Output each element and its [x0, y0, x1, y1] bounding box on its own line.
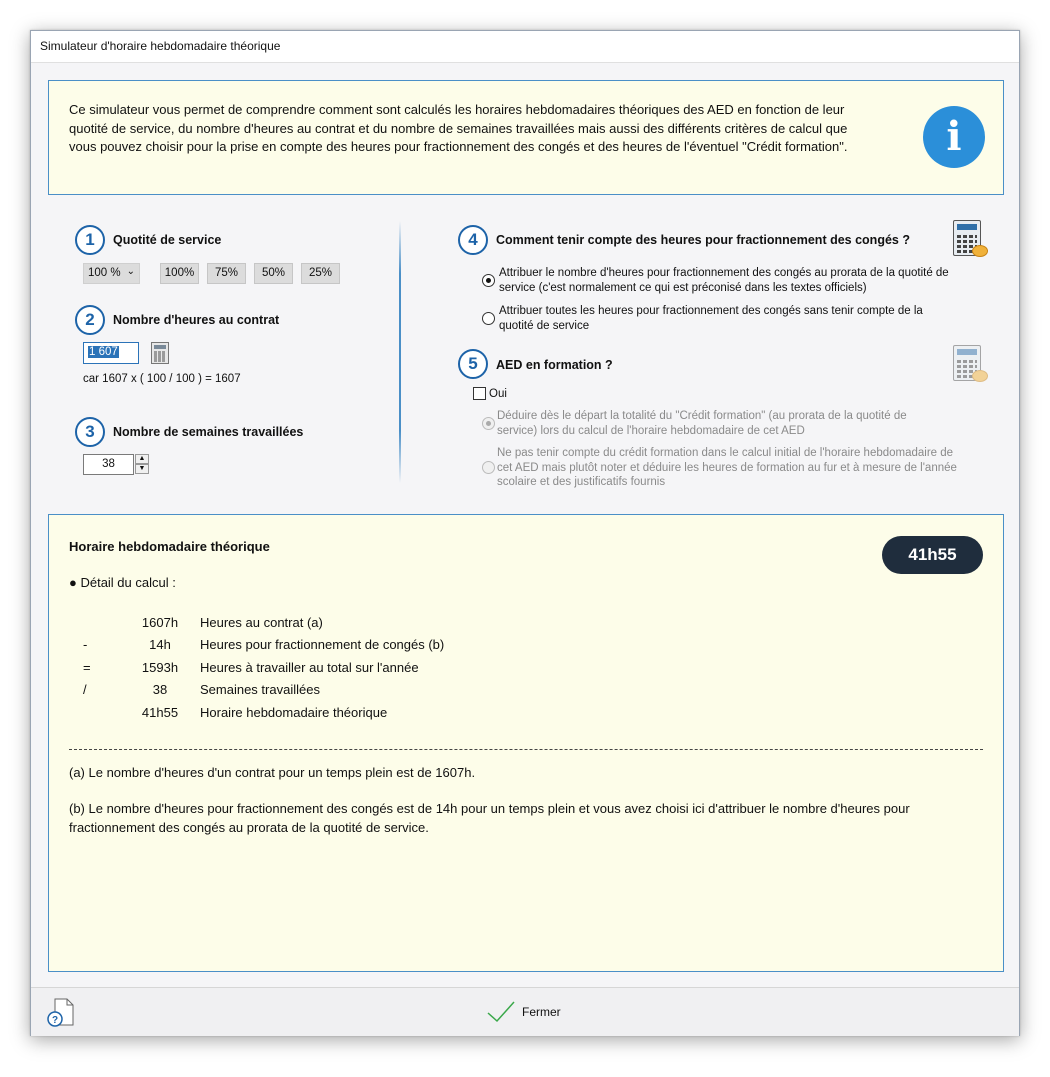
- step-4-badge: 4: [458, 225, 488, 255]
- calc-row-label: Horaire hebdomadaire théorique: [200, 705, 388, 720]
- info-icon: i: [923, 106, 985, 168]
- hours-title: Nombre d'heures au contrat: [113, 313, 280, 327]
- dashed-divider: [69, 749, 983, 750]
- leave-full-radio[interactable]: [482, 312, 495, 325]
- calculator-coins-icon: [953, 345, 981, 381]
- step-1-badge: 1: [75, 225, 105, 255]
- calc-row-value: 14h: [149, 637, 171, 652]
- calc-row-label: Heures pour fractionnement de congés (b): [200, 637, 445, 652]
- weeks-input[interactable]: 38: [83, 454, 134, 475]
- weeks-spinner[interactable]: [135, 454, 149, 475]
- training-deduct-label[interactable]: Déduire dès le départ la totalité du "Crédit formation" (au prorata de la quotité de service) lors du calcul de l'horaire hebdomadaire de cet AED: [497, 410, 907, 437]
- close-button-label: Fermer: [522, 1005, 561, 1019]
- training-nodeduct-label[interactable]: Ne pas tenir compte du crédit formation dans le calcul initial de l'horaire hebdomadaire de cet AED mais plutôt noter et déduire les heures de formation au fur et à mesure de l'année scolaire et des justificatifs fournis: [497, 447, 957, 488]
- training-checkbox[interactable]: [473, 387, 486, 400]
- calc-row-label: Semaines travaillées: [200, 682, 320, 697]
- calc-row-value: 38: [152, 682, 168, 697]
- leave-title: Comment tenir compte des heures pour fractionnement des congés ?: [496, 233, 910, 247]
- quotite-75-button[interactable]: 75%: [207, 263, 246, 284]
- info-panel: [48, 80, 1004, 195]
- calculator-icon[interactable]: [151, 342, 169, 364]
- quotite-title: Quotité de service: [113, 233, 222, 247]
- hours-input-value: 1 607: [89, 346, 118, 358]
- training-checkbox-label[interactable]: Oui: [489, 388, 507, 400]
- close-button[interactable]: [486, 1000, 576, 1026]
- hours-input[interactable]: [83, 342, 139, 364]
- calc-row-op: /: [83, 682, 87, 697]
- spin-up-icon[interactable]: ▲: [135, 454, 149, 464]
- note-b: (b) Le nombre d'heures pour fractionnement des congés est de 14h pour un temps plein et vous avez choisi ici d'attribuer le nombre d'heures pour fractionnement des congés au prorata de la quotité de service.: [69, 801, 910, 835]
- checkmark-icon: [486, 1000, 516, 1024]
- simulator-window: [30, 30, 1020, 1036]
- help-document-icon[interactable]: [47, 997, 75, 1027]
- calc-row-op: =: [83, 660, 91, 675]
- calc-row-label: Heures à travailler au total sur l'année: [200, 660, 419, 675]
- calc-row-op: -: [83, 637, 88, 652]
- step-5-badge: 5: [458, 349, 488, 379]
- chevron-down-icon: ⌄: [126, 266, 135, 277]
- quotite-25-button[interactable]: 25%: [301, 263, 340, 284]
- footer-bar: [31, 987, 1019, 1036]
- calc-row-value: 1607h: [141, 615, 179, 630]
- training-deduct-radio[interactable]: [482, 417, 495, 430]
- weeks-title: Nombre de semaines travaillées: [113, 425, 304, 439]
- hours-formula: car 1607 x ( 100 / 100 ) = 1607: [83, 373, 241, 385]
- leave-prorata-label[interactable]: Attribuer le nombre d'heures pour fractionnement des congés au prorata de la quotité de service (c'est normalement ce qui est préconisé dans les textes officiels): [499, 267, 949, 294]
- window-title: Simulateur d'horaire hebdomadaire théorique: [31, 31, 1019, 63]
- spin-down-icon[interactable]: ▼: [135, 464, 149, 474]
- step-3-badge: 3: [75, 417, 105, 447]
- quotite-50-button[interactable]: 50%: [254, 263, 293, 284]
- calc-row-label: Heures au contrat (a): [200, 615, 323, 630]
- note-a: (a) Le nombre d'heures d'un contrat pour un temps plein est de 1607h.: [69, 765, 476, 780]
- calc-row-value: 1593h: [141, 660, 179, 675]
- detail-label: ● Détail du calcul :: [69, 575, 176, 590]
- result-title: Horaire hebdomadaire théorique: [69, 539, 270, 554]
- leave-prorata-radio[interactable]: [482, 274, 495, 287]
- quotite-select-value: 100 %: [88, 267, 121, 279]
- weekly-hours-badge: 41h55: [882, 536, 983, 574]
- calculator-coins-icon: [953, 220, 981, 256]
- section-divider: [399, 221, 401, 483]
- calc-row-value: 41h55: [141, 705, 179, 720]
- training-title: AED en formation ?: [496, 358, 613, 372]
- leave-full-label[interactable]: Attribuer toutes les heures pour fractionnement des congés sans tenir compte de la quotité de service: [499, 305, 923, 332]
- quotite-100-button[interactable]: 100%: [160, 263, 199, 284]
- step-2-badge: 2: [75, 305, 105, 335]
- quotite-select[interactable]: [83, 263, 140, 284]
- svg-text:?: ?: [51, 1015, 59, 1026]
- result-panel: [48, 514, 1004, 972]
- training-nodeduct-radio[interactable]: [482, 461, 495, 474]
- info-text: Ce simulateur vous permet de comprendre comment sont calculés les horaires hebdomadaires théoriques des AED en fonction de leur quotité de service, du nombre d'heures au contrat et du nombre de semaines travaillées mais aussi des différents critères de calcul que vous pouvez choisir pour la prise en compte des heures pour fractionnement des congés et des heures de l'éventuel "Crédit formation".: [69, 102, 848, 154]
